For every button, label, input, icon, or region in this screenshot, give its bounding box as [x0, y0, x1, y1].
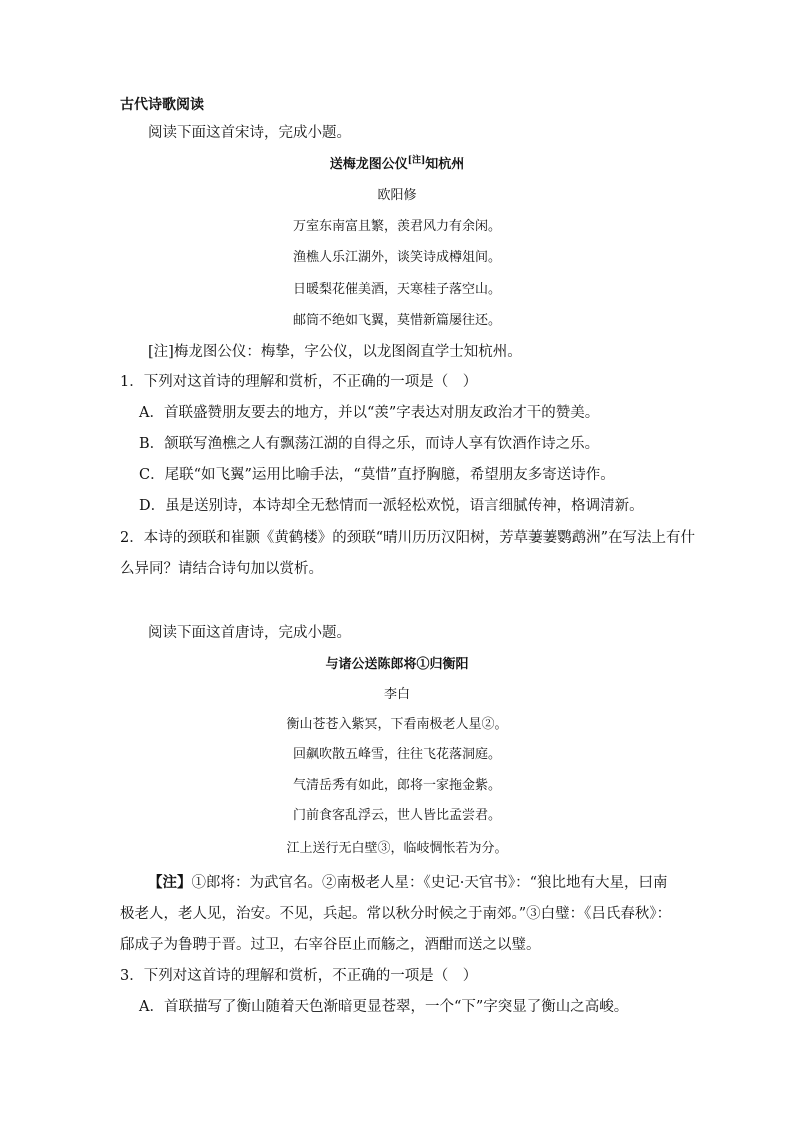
poem-title-end: 知杭州 [425, 157, 465, 172]
part1-poem-line: 日暖梨花催美酒，天寒桂子落空山。 [292, 282, 501, 297]
question-3-stem: 3．下列对这首诗的理解和赏析，不正确的一项是（ ） [120, 968, 478, 984]
part1-intro: 阅读下面这首宋诗，完成小题。 [148, 125, 351, 141]
question-1-option-c: C．尾联“如飞翼”运用比喻手法，“莫惜”直抒胸臆，希望朋友多寄送诗作。 [139, 467, 615, 483]
part2-intro: 阅读下面这首唐诗，完成小题。 [148, 625, 351, 641]
part2-poem-line: 衡山苍苍入紫冥，下看南极老人星②。 [286, 717, 508, 732]
part1-poem-line: 渔樵人乐江湖外，谈笑诗成樽俎间。 [292, 250, 501, 265]
part2-poem-line: 回飙吹散五峰雪，往往飞花落洞庭。 [292, 747, 501, 762]
question-2-line1: 2．本诗的颈联和崔颢《黄鹤楼》的颈联“晴川历历汉阳树，芳草萋萋鹦鹉洲”在写法上有什 [120, 530, 696, 546]
section-title: 古代诗歌阅读 [120, 97, 204, 113]
part2-note-line2: 极老人，老人见，治安。不见，兵起。常以秋分时候之于南郊。”③白璧：《吕氏春秋》： [120, 906, 672, 922]
part2-note-line1 [148, 874, 668, 892]
poem-title-main: 送梅龙图公仪 [329, 157, 408, 172]
note-text: ①郎将：为武官名。②南极老人星：《史记·天官书》：“狼比地有大星，曰南 [191, 875, 668, 891]
part1-note: [注]梅龙图公仪：梅挚，字公仪，以龙图阁直学士知杭州。 [148, 344, 522, 360]
part2-poem-line: 门前食客乱浮云，世人皆比孟尝君。 [292, 808, 501, 823]
note-label: 【注】 [148, 874, 192, 891]
part1-poem-line: 万室东南富且繁，羡君风力有余闲。 [292, 219, 501, 234]
question-1-option-d: D．虽是送别诗，本诗却全无愁情而一派轻松欢悦，语言细腻传神，格调清新。 [139, 498, 644, 514]
question-1-option-a: A．首联盛赞朋友要去的地方，并以“羡”字表达对朋友政治才干的赞美。 [139, 405, 600, 421]
part2-poem-line: 气清岳秀有如此，郎将一家拖金紫。 [292, 778, 501, 793]
part2-poem-title: 与诸公送陈郎将①归衡阳 [325, 657, 469, 672]
question-3-option-a: A．首联描写了衡山随着天色渐暗更显苍翠，一个“下”字突显了衡山之高峻。 [139, 999, 629, 1015]
question-1-option-b: B．颔联写渔樵之人有飘荡江湖的自得之乐，而诗人享有饮酒作诗之乐。 [139, 436, 600, 452]
question-2-line2: 么异同？请结合诗句加以赏析。 [120, 561, 323, 577]
question-1-stem: 1．下列对这首诗的理解和赏析，不正确的一项是（ ） [120, 374, 478, 390]
poem-title-note-mark: [注] [407, 155, 426, 166]
part2-note-line3: 郈成子为鲁聘于晋。过卫，右宰谷臣止而觞之，酒酣而送之以璧。 [120, 937, 541, 953]
part2-poem-author: 李白 [383, 687, 410, 702]
part1-poem-author: 欧阳修 [377, 188, 417, 203]
part2-poem-line: 江上送行无白壁③，临岐惆怅若为分。 [286, 841, 508, 856]
part1-poem-title [0, 156, 794, 174]
part1-poem-line: 邮筒不绝如飞翼，莫惜新篇屡往还。 [292, 313, 501, 328]
